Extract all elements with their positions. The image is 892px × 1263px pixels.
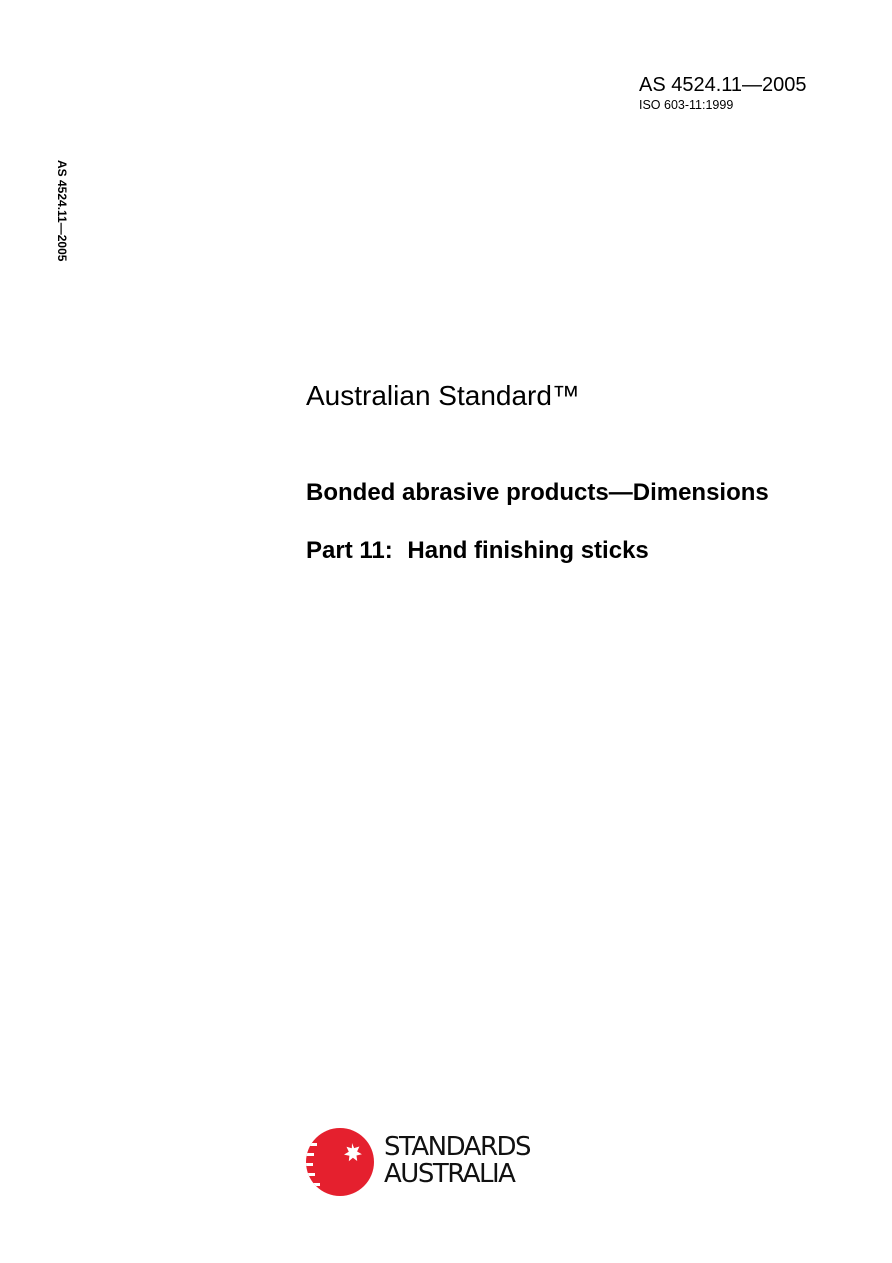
logo-line-standards: STANDARDS [384, 1132, 531, 1162]
spine-document-number: AS 4524.11—2005 [55, 160, 69, 262]
part-name: Hand finishing sticks [407, 537, 649, 564]
spine-label [52, 160, 72, 290]
iso-reference: ISO 603-11:1999 [639, 98, 734, 112]
part-title [306, 536, 649, 566]
logo-line-australia: AUSTRALIA [384, 1159, 515, 1189]
logo-wordmark [384, 1134, 530, 1188]
standards-australia-logo [304, 1126, 544, 1198]
document-number: AS 4524.11—2005 [639, 74, 807, 96]
document-title: Bonded abrasive products—Dimensions [306, 479, 769, 506]
series-title: Australian Standard™ [306, 380, 580, 411]
star-in-red-circle-icon [304, 1126, 376, 1198]
part-number: Part 11: [306, 537, 393, 564]
